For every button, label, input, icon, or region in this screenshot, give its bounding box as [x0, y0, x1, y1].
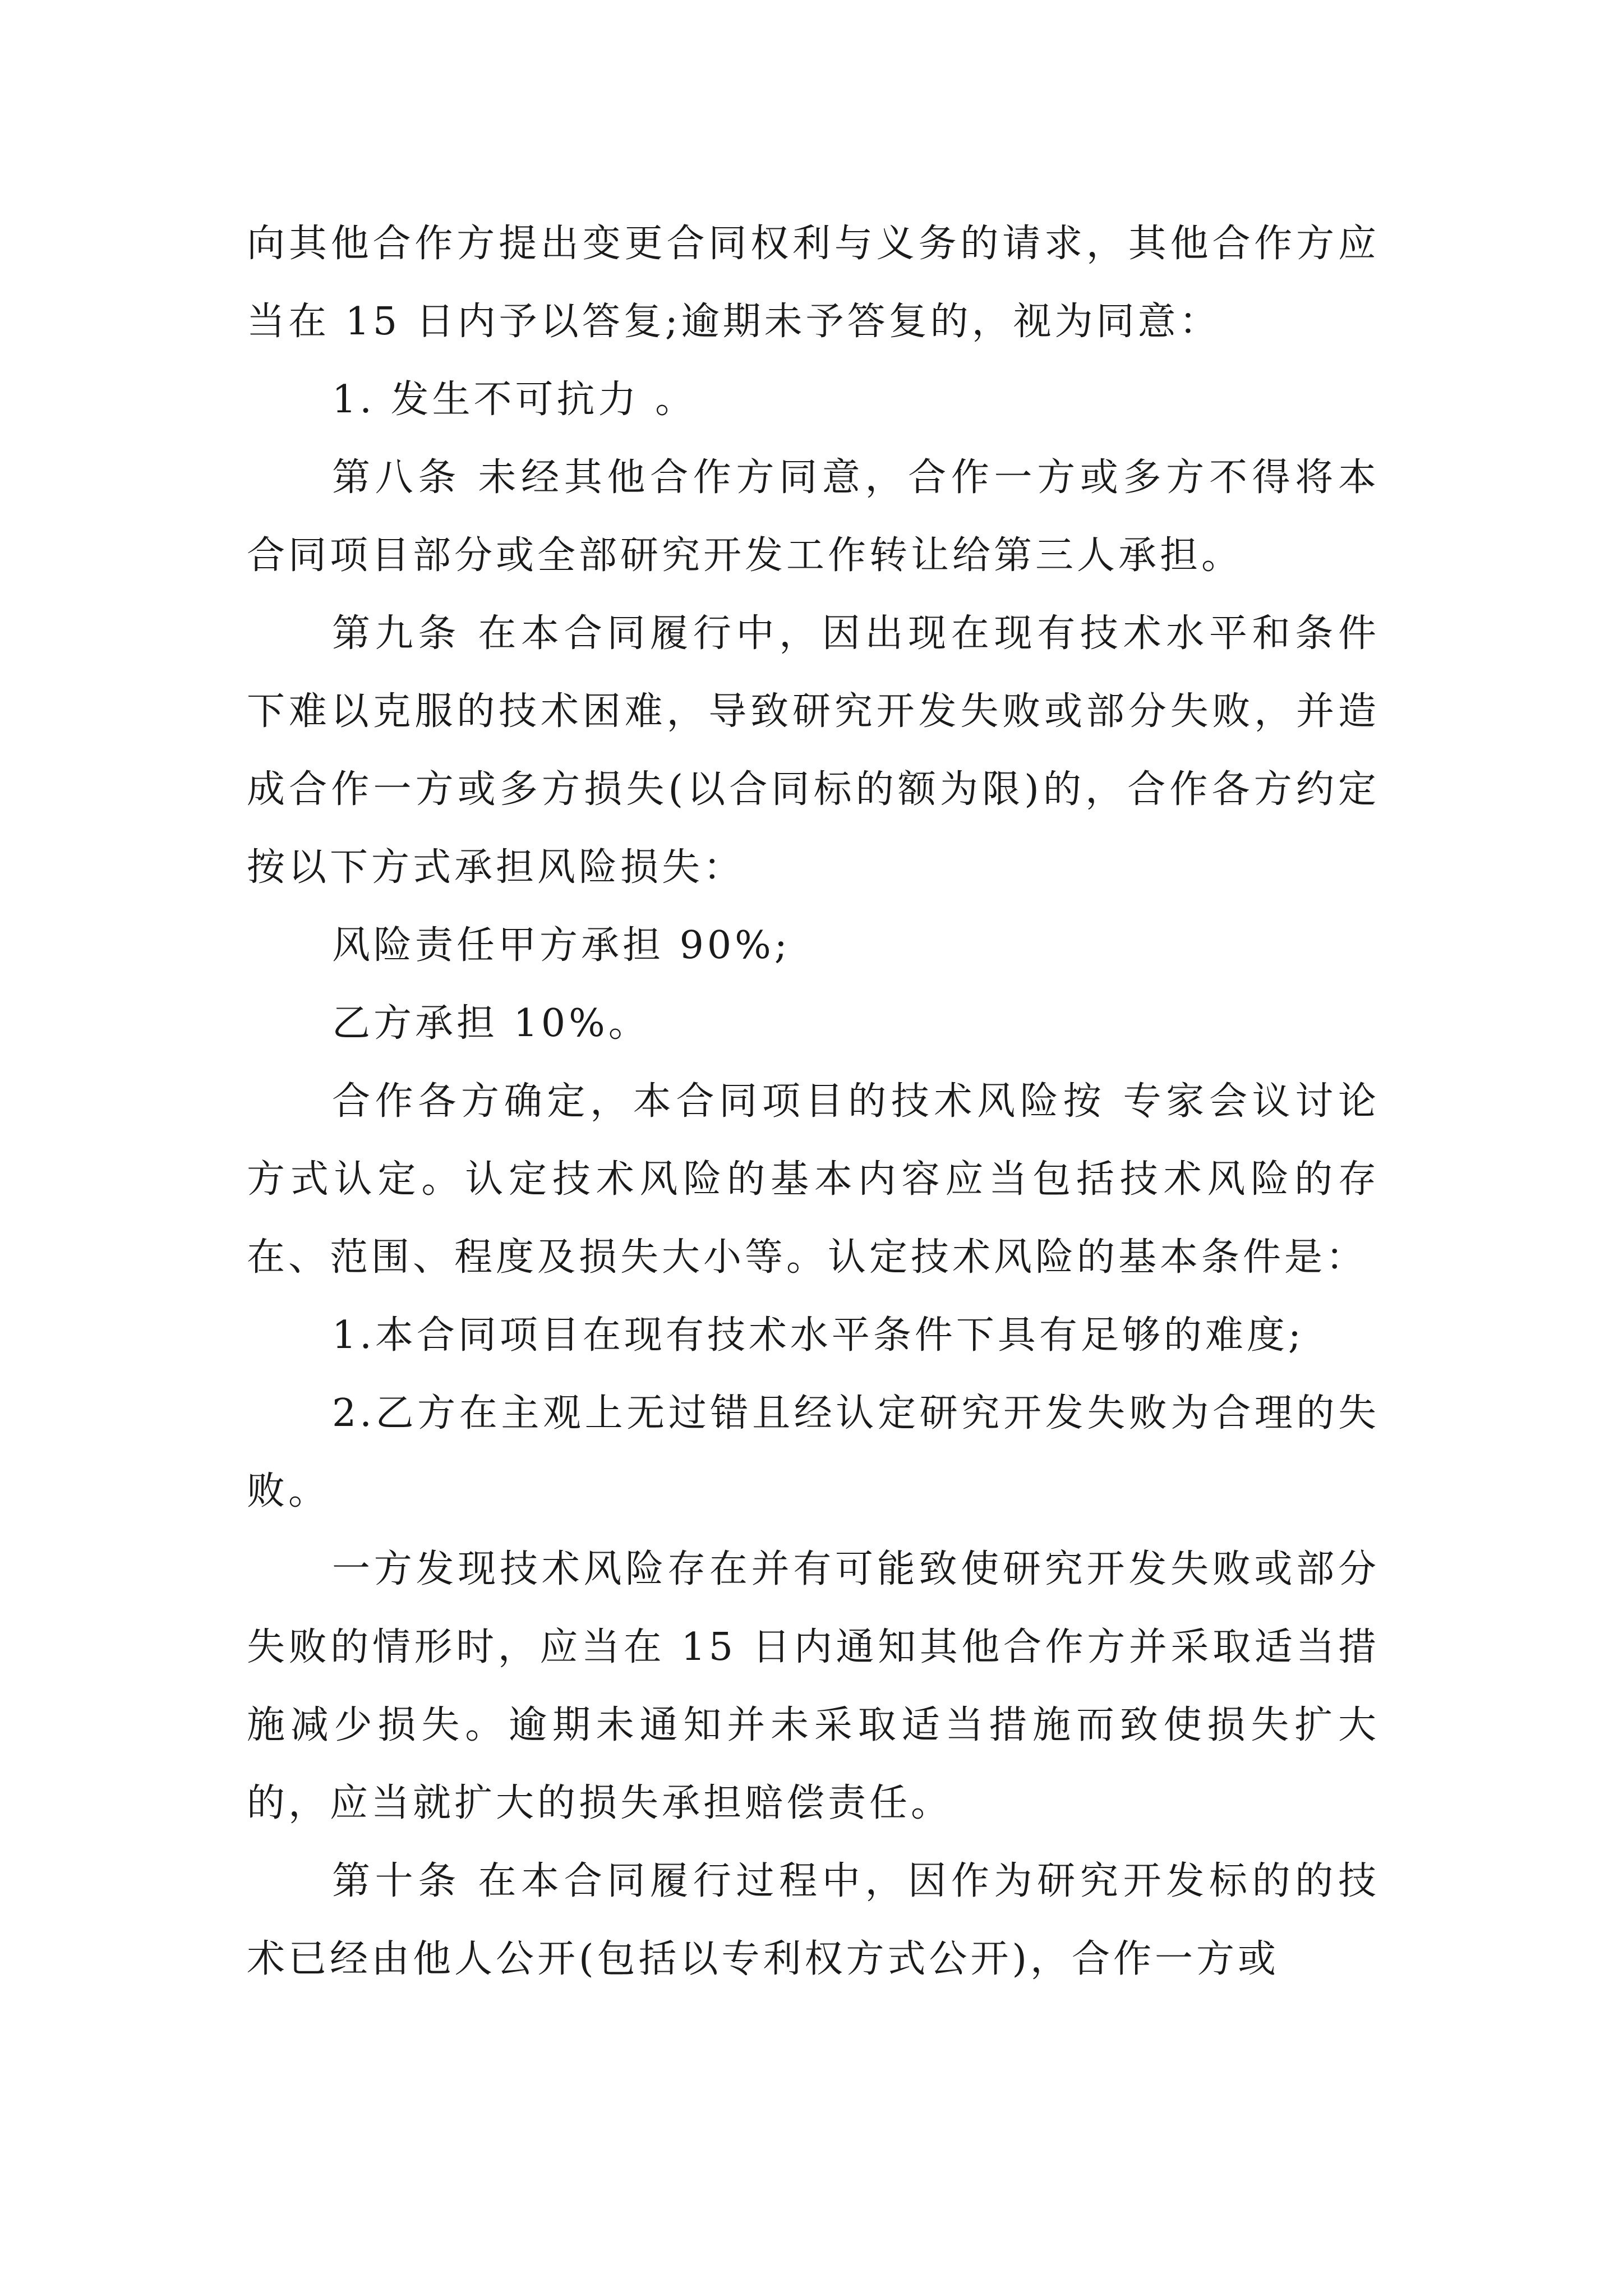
paragraph-article-10: 第十条 在本合同履行过程中，因作为研究开发标的的技术已经由他人公开(包括以专利权方式公开)，合作一方或 [247, 1859, 1380, 1981]
paragraph-article-8: 第八条 未经其他合作方同意，合作一方或多方不得将本合同项目部分或全部研究开发工作转让给第三人承担。 [247, 455, 1380, 578]
paragraph-risk-party-a: 风险责任甲方承担 90%; [332, 923, 791, 968]
paragraph-risk-notice: 一方发现技术风险存在并有可能致使研究开发失败或部分失败的情形时，应当在 15 日内通知其他合作方并采取适当措施减少损失。逾期未通知并未采取适当措施而致使损失扩大的，应当就扩大的损失承担赔偿责任。 [247, 1547, 1380, 1825]
paragraph-article-9: 第九条 在本合同履行中，因出现在现有技术水平和条件下难以克服的技术困难，导致研究开发失败或部分失败，并造成合作一方或多方损失(以合同标的额为限)的，合作各方约定按以下方式承担风险损失： [247, 611, 1380, 890]
paragraph-risk-determination: 合作各方确定，本合同项目的技术风险按 专家会议讨论 方式认定。认定技术风险的基本内容应当包括技术风险的存在、范围、程度及损失大小等。认定技术风险的基本条件是： [247, 1079, 1380, 1280]
paragraph-continuation: 向其他合作方提出变更合同权利与义务的请求，其他合作方应当在 15 日内予以答复;逾期未予答复的，视为同意： [247, 222, 1380, 344]
paragraph-condition-1: 1.本合同项目在现有技术水平条件下具有足够的难度; [332, 1313, 1304, 1358]
paragraph-force-majeure: 1. 发生不可抗力 。 [332, 378, 697, 422]
document-body [247, 205, 1380, 1998]
paragraph-condition-2: 2.乙方在主观上无过错且经认定研究开发失败为合理的失败。 [247, 1391, 1380, 1513]
paragraph-risk-party-b: 乙方承担 10%。 [332, 1001, 650, 1046]
